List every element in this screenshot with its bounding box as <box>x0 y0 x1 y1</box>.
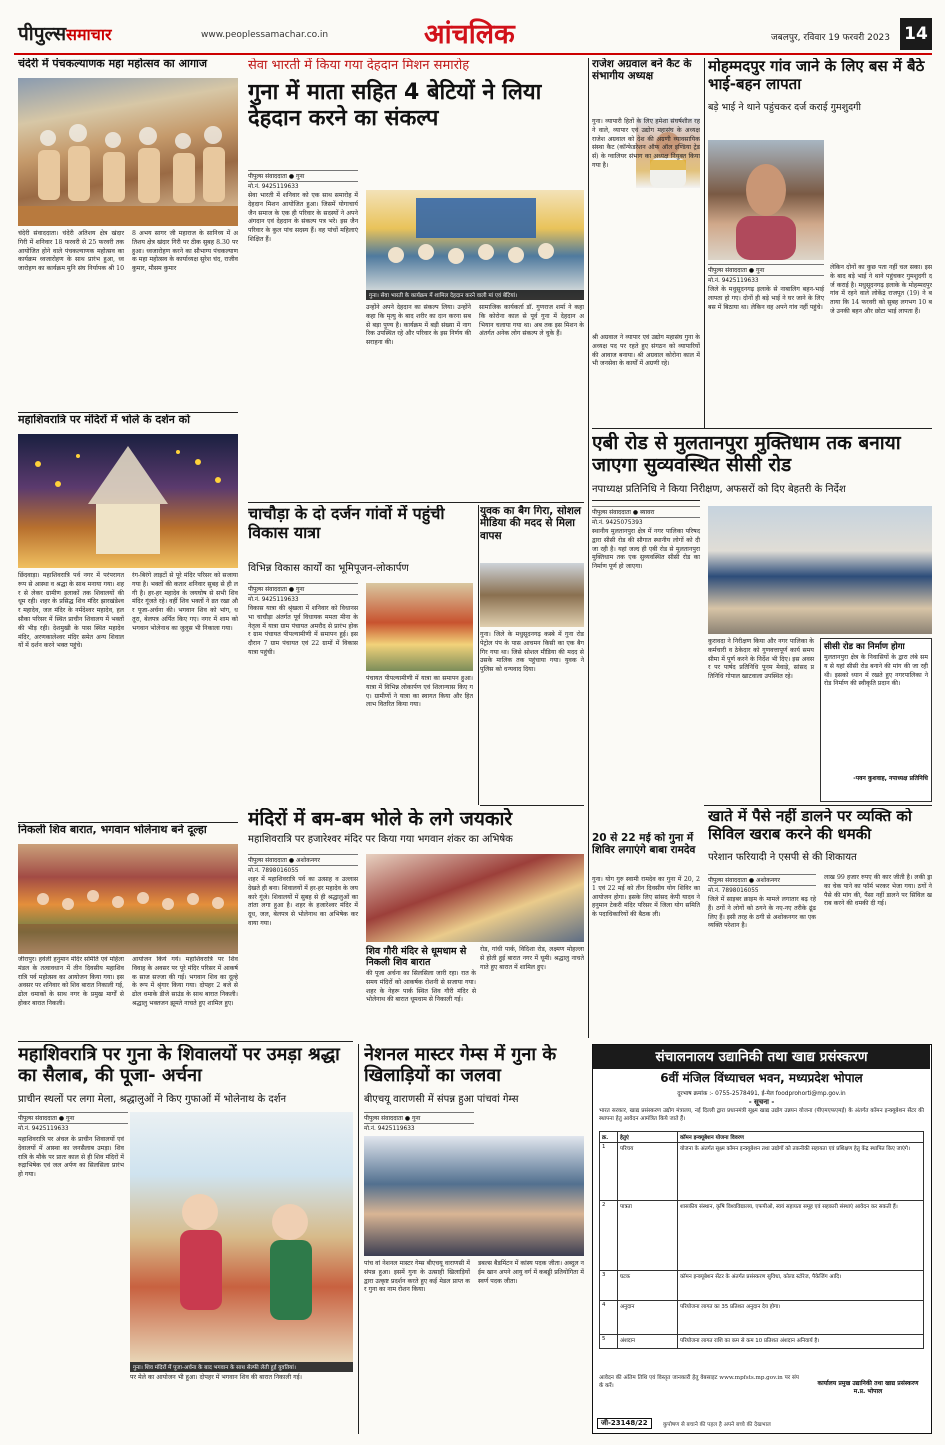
story-body: जीरापुर। हवेली हनुमान मंदिर समिति एवं महिला मंडल के तत्वावधान में तीन दिवसीय महाशिवरात्रि पर्व महोत्सव का आयोजन किया गया। इस अवसर पर शनिवार को शिव बारात निकाली गई, ढोल धमाकों के साथ नगर के प्रमुख मार्गों से होकर बारात निकली। <box>18 956 124 1007</box>
story-body-continued: उन्होंने अपने देहदान का संकल्प लिया। उन्होंने कहा कि मृत्यु के बाद शरीर का दान करना सबसे बड़ा पुण्य है। कार्यक्रम में बड़ी संख्या में नागरिक उपस्थित रहे और परिवार के इस निर्णय की सराहना की। <box>366 304 471 347</box>
photo-vikas-yatra <box>366 583 473 671</box>
story-headline: गुना में माता सहित 4 बेटियों ने लिया देहदान करने का संकल्प <box>248 80 542 131</box>
story-mobile: मो.नं. 9425119633 <box>364 1126 415 1132</box>
story-guna-shiv <box>18 1044 353 1434</box>
story-body-continued: पंचायत पीपल्यामीणी में यात्रा का समापन हुआ। यात्रा में विभिन्न लोकार्पण एवं शिलान्यास किए गए। ग्रामीणों ने यात्रा का स्वागत किया और हितलाभ वितरित किया गया। <box>366 675 473 709</box>
story-mobile: मो.नं. 7898016055 <box>708 888 759 894</box>
story-missing-siblings <box>708 58 932 428</box>
story-ramdev <box>592 832 700 1038</box>
story-mobile: मो.नं. 9425075393 <box>592 520 643 526</box>
page-number: 14 <box>900 18 932 50</box>
story-headline: एबी रोड से मुलतानपुरा मुक्तिधाम तक बनाया जाएगा सुव्यवस्थित सीसी रोड <box>592 432 901 477</box>
story-body-continued: रंग-बिरंगे लाइटों से पूरे मंदिर परिसर को सजाया गया है। भक्तों की कतार शनिवार सुबह से ही लगी है। हर-हर महादेव के जयघोष से सभी शिव मंदिर गूंजते रहे। वहीं शिव भक्तों ने व्रत रखा और पूजा-अर्चना की। भगवान शिव को भांग, धतूरा, बेलपत्र अर्पित किए गए। नगर में शाम को भगवान भोलेनाथ का जुलूस भी निकाला गया। <box>132 572 238 632</box>
story-headline: मोहम्मदपुर गांव जाने के लिए बस में बैठे भाई-बहन लापता <box>708 58 925 93</box>
table-row: 5 अंशदान परियोजना लागत राशि का कम से कम 10 प्रतिशत अंशदान अनिवार्य है। <box>600 1335 924 1349</box>
story-byline: पीपुल्स संवाददाता ● गुना <box>708 264 824 276</box>
story-body: विकास यात्रा की श्रृंखला में शनिवार को विधानसभा चाचौड़ा अंतर्गत पूर्व विधायक ममता मीना के नेतृत्व में यात्रा ग्राम पंचायत अमरौद से प्रारंभ होकर ग्राम पंचायत पीपल्यामीणी में समापन हुई। इस दौरान 7 ग्राम पंचायत एवं 22 ग्रामों में विकास यात्रा पहुंची। <box>248 605 358 656</box>
story-headline: युवक का बैग गिरा, सोशल मीडिया की मदद से मिला वापस <box>480 505 582 542</box>
story-mobile: मो.नं. 7898016055 <box>248 868 299 874</box>
story-headline: चाचौड़ा के दो दर्जन गांवों में पहुंची विकास यात्रा <box>248 505 445 542</box>
story-subhead: शिव गौरी मंदिर से धूमधाम से निकली शिव बारात <box>366 946 467 969</box>
table-header: कॉमन इन्क्यूबेशन योजना विवरण <box>678 1132 924 1143</box>
photo-dehdan-group <box>366 190 584 300</box>
photo-selfie <box>130 1112 353 1362</box>
story-bag-returned <box>480 505 584 805</box>
story-mahashivratri-chhindwara <box>18 414 238 818</box>
story-headline: नेशनल मास्टर गेम्स में गुना के खिलाड़ियों का जलवा <box>364 1044 557 1087</box>
story-mobile: मो.नं. 9425119633 <box>708 278 759 284</box>
story-body: गुना। योग गुरु स्वामी रामदेव का गुना में 20, 21 एवं 22 मई को तीन दिवसीय योग शिविर का आयोजन होगा। इसके लिए सांसद केपी यादव ने हनुमान टेकरी मंदिर परिसर में जिला योग समिति के पदाधिकारियों की बैठक ली। <box>592 876 700 919</box>
story-body-continued: श्री अग्रवाल ने व्यापार एवं उद्योग महासंघ गुना के अध्यक्ष पद पर रहते हुए संगठन को व्यापारियों की आवाज बनाया। श्री अग्रवाल कोरोना काल में भी जनसेवा के कार्यों में अग्रणी रहे। <box>592 334 700 368</box>
story-deck: बीएचयू वाराणसी में संपन्न हुआ पांचवां गेम्स <box>364 1094 519 1105</box>
notice-label: - सूचना - <box>748 1098 775 1106</box>
table-row: 1 परिचय योजना के अंतर्गत सूक्ष्म कॉमन इन्क्यूबेशन तथा उद्योगों को तकनीकी सहायता एवं प्रशिक्षण हेतु केंद्र स्थापित किए जाएंगे। <box>600 1143 924 1201</box>
table-header: क्र. <box>600 1132 618 1143</box>
story-ab-road <box>592 432 932 802</box>
site-url[interactable]: www.peoplessamachar.co.in <box>201 30 329 40</box>
story-body-continued: की पूजा अर्चना का सिलसिला जारी रहा। रात के समय मंदिरों को आकर्षक रोशनी से सजाया गया। शहर के नेहरू पार्क स्थित शिव गौरी मंदिर से भोलेनाथ की बारात धूमधाम से निकाली गई। <box>366 970 476 1004</box>
crowd-illustration <box>18 78 238 226</box>
photo-procession <box>18 844 238 954</box>
notice-table <box>599 1131 924 1349</box>
photo-caption: गुना। सेवा भारती के कार्यक्रम में शामिल देहदान करने वाली मां एवं बेटियां। <box>366 290 584 300</box>
photo-athletes <box>364 1136 584 1256</box>
story-deck: महाशिवरात्रि पर हजारेश्वर मंदिर पर किया गया भगवान शंकर का अभिषेक <box>248 834 513 845</box>
story-headline: 20 से 22 मई को गुना में शिविर लगाएंगे बाबा रामदेव <box>592 832 696 857</box>
story-chachoda <box>248 505 473 805</box>
story-byline: पीपुल्स संवाददाता ● अशोकनगर <box>708 874 816 886</box>
callout-title: सीसी रोड का निर्माण होगा <box>824 642 905 652</box>
photo-missing-girl <box>708 140 824 260</box>
notice-intro: भारत सरकार, खाद्य प्रसंस्करण उद्योग मंत्रालय, नई दिल्ली द्वारा प्रधानमंत्री सूक्ष्म खाद्य उद्योग उन्नयन योजना (पीएमएफएमई) के अंतर्गत कॉमन इन्क्यूबेशन सेंटर की स्थापना हेतु आवेदन आमंत्रित किये जाते हैं। <box>599 1108 924 1122</box>
notice-title: संचालनालय उद्यानिकी तथा खाद्य प्रसंस्करण <box>593 1045 930 1069</box>
photo-caption: गुना। शिव मंदिरों में पूजा-अर्चना के बाद भगवान के साथ सेल्फी लेती हुई युवतियां। <box>130 1362 353 1372</box>
photo-temple-lights <box>18 434 238 568</box>
story-body-continued: रोड, गांधी पार्क, विदिशा रोड, लक्ष्मण मोहल्ला से होती हुई बारात नगर में घूमी। श्रद्धालु नाचते गाते हुए बारात में शामिल हुए। <box>480 946 584 971</box>
story-body-continued: सामाजिक कार्यकर्ता डॉ. गुणराज शर्मा ने कहा कि कोरोना काल से पूर्व गुना में देहदान अभियान चलाया गया था। अब तक इस मिशन के अंतर्गत अनेक लोग संकल्प ले चुके हैं। <box>479 304 584 338</box>
group-illustration <box>366 190 584 300</box>
table-header: हेतुएं <box>618 1132 678 1143</box>
notice-footer: आवेदन की अंतिम तिथि एवं विस्तृत जानकारी हेतु वेबसाइट www.mpfsts.mp.gov.in पर संपर्क करें। <box>599 1375 799 1389</box>
story-body: गुना। जिले के मधुसूदनगढ़ कस्बे में गुना रोड पेट्रोल पंप के पास आचमन किसी का एक बैग गिर गया था। जिसे सोशल मीडिया की मदद से उसके मालिक तक पहुंचाया गया। युवक ने पुलिस को धन्यवाद दिया। <box>480 631 584 674</box>
notice-sign: कार्यालय प्रमुख उद्यानिकी तथा खाद्य प्रसंस्करण म.प्र. भोपाल <box>817 1380 919 1395</box>
table-row: 2 पात्रता शासकीय संस्थान, कृषि विश्वविद्यालय, एफपीओ, स्वयं सहायता समूह एवं सहकारी संस्थाएं आवेदन कर सकती हैं। <box>600 1201 924 1271</box>
notice-tagline: कुपोषण से बचाने की पहल है अपने बच्चे की देखभाल <box>663 1422 771 1428</box>
masthead <box>14 10 932 52</box>
story-body: जिले के मधुसूदनगढ़ इलाके से नाबालिग बहन-भाई लापता हो गए। दोनों ही बड़े भाई ने घर जाने के लिए बस में बिठाया था। लेकिन वह अपने गांव नहीं पहुंचे। <box>708 286 824 311</box>
story-body-continued: पर मेले का आयोजन भी हुआ। दोपहर में भगवान शिव की बारात निकाली गई। <box>130 1374 302 1381</box>
photo-bag <box>480 563 584 627</box>
temple-illustration <box>18 434 238 568</box>
dateline: जबलपुर, रविवार 19 फरवरी 2023 <box>770 33 890 43</box>
story-byline: पीपुल्स संवाददाता ● गुना <box>248 583 358 595</box>
story-deck: परेशान फरियादी ने एसपी से की शिकायत <box>708 852 857 863</box>
story-body: चंदेरी संवाददाता। चंदेरी अतिशय क्षेत्र खंदार गिरी में शनिवार 18 फरवरी से 25 फरवरी तक आयोजित होने वाले पंचकल्याणक महोत्सव का कार्यक्रम ध्वजारोहण के साथ प्रारंभ हुआ, ध्वजारोहण का कार्यक्रम मुनि संघ निर्यापक श्री 108 अभय सागर जी महाराज के सानिध्य में अतिशय क्षेत्र खंदार गिरी पर ठीक सुबह 8.30 पर हुआ। ध्वजारोहण करने का सौभाग्य पंचकल्याणक महा महोत्सव के कार्याध्यक्ष सुरेश चंद, राजीव कुमार, मौसम कुमार <box>18 230 238 273</box>
story-headline: निकली शिव बारात, भगवान भोलेनाथ बने दूल्हा <box>18 824 207 836</box>
story-body: गुना। व्यापारी हितों के लिए हमेशा संघर्षशील रहने वाले, व्यापार एवं उद्योग महासंघ के अध्यक्ष राजेश अग्रवाल को देश की अग्रणी व्यावसायिक संस्था कैट (कॉन्फेडरेशन ऑफ ऑल इण्डिया ट्रेडर्स) के ग्वालियर संभाग का अध्यक्ष नियुक्त किया गया है। <box>592 118 700 169</box>
story-headline: महाशिवरात्रि पर गुना के शिवालयों पर उमड़ा श्रद्धा का सैलाब, की पूजा- अर्चना <box>18 1044 340 1087</box>
photo-ceremony <box>18 78 238 226</box>
story-deck: प्राचीन स्थलों पर लगा मेला, श्रद्धालुओं ने किए गुफाओं में भोलेनाथ के दर्शन <box>18 1094 287 1105</box>
devotees-illustration <box>130 1112 353 1362</box>
callout-box <box>820 638 932 802</box>
story-mandir <box>248 808 584 1041</box>
story-body: सेवा भारती में शनिवार को एक साथ समारोह में देहदान मिशन आयोजित हुआ। जिसमें योगाचार्य जैन समाज के एक ही परिवार के सदस्यों ने अपने अंगदान एवं देहदान के संकल्प पत्र भरे। इस जैन परिवार के कुल पांच सदस्य हैं। वह पांचों महिलाएं शिक्षित हैं। <box>248 192 358 243</box>
story-deck: बड़े भाई ने थाने पहुंचकर दर्ज कराई गुमशुदगी <box>708 102 861 113</box>
procession-illustration <box>18 844 238 954</box>
table-row: 3 घटक कॉमन इन्क्यूबेशन सेंटर के अंतर्गत प्रसंस्करण सुविधा, कोल्ड स्टोरेज, पैकेजिंग आदि। <box>600 1271 924 1301</box>
story-byline: पीपुल्स संवाददाता ● गुना <box>18 1112 128 1124</box>
callout-sign: -पवन कुशवाह, नपाध्यक्ष प्रतिनिधि <box>853 775 928 783</box>
story-civil-threat <box>708 808 932 1038</box>
story-kicker: चंदेरी में पंचकल्याणक महा महोत्सव का आगाज <box>18 58 208 70</box>
story-chanderi <box>18 58 238 410</box>
photo-inspection <box>708 506 932 634</box>
brand-logo: पीपुल्ससमाचार <box>18 23 112 45</box>
story-body-continued: कुरावदा ने निरीक्षण किया और नगर पालिका के कर्मचारी व ठेकेदार को गुणवत्तापूर्ण कार्य समय सीमा में पूर्ण करने के निर्देश भी दिए। इस अवसर पर पार्षद प्रतिनिधि पूनम मेवाड़े, सांसद प्रतिनिधि गोपाल खाटवाला उपस्थित रहे। <box>708 638 814 681</box>
story-body: जिले में साइबर क्राइम के मामले लगातार बढ़ रहे हैं। ठगों ने लोगों को ठगने के नए-नए तरीके ढूंढ लिए हैं। इसी तरह के ठगी से अशोकनगर का एक व्यक्ति परेशान है। <box>708 896 816 930</box>
story-body-continued: लेकिन दोनों का कुछ पता नहीं चल सका। इसके बाद बड़े भाई ने थाने पहुंचकर गुमशुदगी दर्ज कराई है। मधुसूदनगढ़ इलाके के मोहम्मदपुर गांव में रहने वाले लोकेंद्र राजपूत (19) ने बताया कि 14 फरवरी को सुबह लगभग 10 बजे उनकी बहन और छोटा भाई लापता हैं। <box>830 264 932 315</box>
story-deck: विभिन्न विकास कार्यों का भूमिपूजन-लोकार्पण <box>248 563 409 574</box>
story-byline: पीपुल्स संवाददाता ● गुना <box>248 170 358 182</box>
story-dehdan <box>248 58 584 500</box>
story-mobile: मो.नं. 9425119633 <box>248 597 299 603</box>
story-byline: पीपुल्स संवाददाता ● गुना <box>364 1112 474 1124</box>
story-body: शहर में महाशिवरात्रि पर्व का उत्साह व उल्लास देखते ही बना। शिवालयों में हर-हर महादेव के जयकारे गूंजे। शिवालयों में सुबह से ही श्रद्धालुओं का तांता लगा हुआ है। शहर के हजारेश्वर मंदिर में दूध, जल, बेलपत्र से भोलेनाथ का अभिषेक करवाया गया। <box>248 876 358 927</box>
story-body-continued: डबल्स बैडमिंटन में कांस्य पदक जीता। अब्दुल नईम खान अपने आयु वर्ग में कबड्डी प्रतियोगिता में स्वर्ण पदक जीता। <box>478 1260 584 1285</box>
notice-code: जी-23148/22 <box>597 1418 652 1429</box>
portrait-illustration <box>708 140 824 260</box>
story-headline: खाते में पैसे नहीं डालने पर व्यक्ति को सिविल खराब करने की धमकी <box>708 808 912 843</box>
section-title: आंचलिक <box>424 19 515 50</box>
story-byline: पीपुल्स संवाददाता ● ब्यावरा <box>592 506 700 518</box>
notice-contact: दूरभाष क्रमांक :- 0755-2578491, ई-मेल foodprohorti@mp.gov.in <box>677 1091 846 1097</box>
story-body: पांच वां नेशनल मास्टर गेम्स बीएचयू वाराणसी में संपन्न हुआ। इसमें गुना के उत्साही खिलाड़ियों द्वारा उत्कृष्ट प्रदर्शन करते हुए कई मेडल प्राप्त कर गुना का नाम रोशन किया। <box>364 1260 470 1294</box>
story-headline: मंदिरों में बम-बम भोले के लगे जयकारे <box>248 808 513 830</box>
story-shiv-barat-body <box>18 956 238 1039</box>
story-byline: पीपुल्स संवाददाता ● अशोकनगर <box>248 854 358 866</box>
story-kicker: महाशिवरात्रि पर मंदिरों में भोले के दर्शन को <box>18 414 190 426</box>
notice-address: 6वीं मंजिल विंध्याचल भवन, मध्यप्रदेश भोपाल <box>660 1071 863 1085</box>
story-body: स्थानीय मुलतानपुरा क्षेत्र में नगर पालिका परिषद द्वारा सीसी रोड की सौगात स्थानीय लोगों को दी जा रही है। यहां जल्द ही एबी रोड से मुलतानपुरा मुक्तिधाम तक एक सुव्यवस्थित सीसी रोड का निर्माण पूर्ण हो जाएगा। <box>592 528 700 571</box>
photo-shiv-abhishek <box>366 854 584 942</box>
govt-notice <box>592 1044 932 1434</box>
story-body: महाशिवरात्रि पर अंचल के प्राचीन शिवालयों एवं देवालयों में आस्था का जनसैलाब उमड़ा। शिवरात्रि के मौके पर प्रातः काल से ही शिव मंदिरों में रुद्राभिषेक एवं जल अर्पण का सिलसिला प्रारंभ हो गया। <box>18 1136 124 1179</box>
story-body-continued: आयोजन किये गये। महाशिवरात्रि पर शिव विवाह के अवसर पर पूरे मंदिर परिसर में आकर्षक साज सज्जा की गई। भगवान शिव का दूल्हे के रूप में श्रृंगार किया गया। दोपहर 2 बजे से ढोल धमाके डीजे साउंड के साथ बारात निकली। श्रद्धालु भक्तजन झूमते नाचते हुए शामिल हुए। <box>132 956 238 1007</box>
story-kicker: सेवा भारती में किया गया देहदान मिशन समारोह <box>248 58 470 73</box>
story-body-continued: लाख 99 हजार रुपए की कार जीती है। लकी ड्रा का चेक पाने का फॉर्म भरकर भेजा गया। ठगों ने पैसे की मांग की, पैसा नहीं डालने पर सिविल खराब करने की धमकी दी गई। <box>824 874 932 908</box>
story-mobile: मो.नं. 9425119633 <box>18 1126 69 1132</box>
story-mobile: मो.नं. 9425119633 <box>248 184 299 190</box>
story-headline: राजेश अग्रवाल बने कैट के संभागीय अध्यक्ष <box>592 58 692 83</box>
story-body: छिंदवाड़ा। महाशिवरात्रि पर्व नगर में परंपरागत रूप से आस्था व श्रद्धा के साथ मनाया गया। शहर से लेकर ग्रामीण इलाकों तक शिवालयों की धूम रही। शहर के प्रसिद्ध शिव मंदिर झारखंडेश्वर महादेव, जल मंदिर के नर्मदेश्वर महादेव, हलसौका परिसर में स्थित प्राचीन शिवालय में भक्तों की भीड़ रही। देशमुखी के पास स्थित महादेव मंदिर, अरणकालेश्वर मंदिर समेत अन्य शिवालयों में दर्शन करने भक्त पहुंचे। <box>18 572 124 650</box>
story-master-games <box>364 1044 584 1434</box>
story-rajesh-agrawal <box>592 58 700 488</box>
table-row: 4 अनुदान परियोजना लागत का 35 प्रतिशत अनुदान देय होगा। <box>600 1301 924 1335</box>
story-deck: नपाध्यक्ष प्रतिनिधि ने किया निरीक्षण, अफसरों को दिए बेहतरी के निर्देश <box>592 484 846 495</box>
callout-body: मुलतानपुरा क्षेत्र के निवासियों के द्वारा लंबे समय से यहां सीसी रोड बनाने की मांग की जा रही थी। इसको ध्यान में रखते हुए नगरपालिका ने रोड निर्माण की स्वीकृति प्रदान की। <box>824 654 928 688</box>
